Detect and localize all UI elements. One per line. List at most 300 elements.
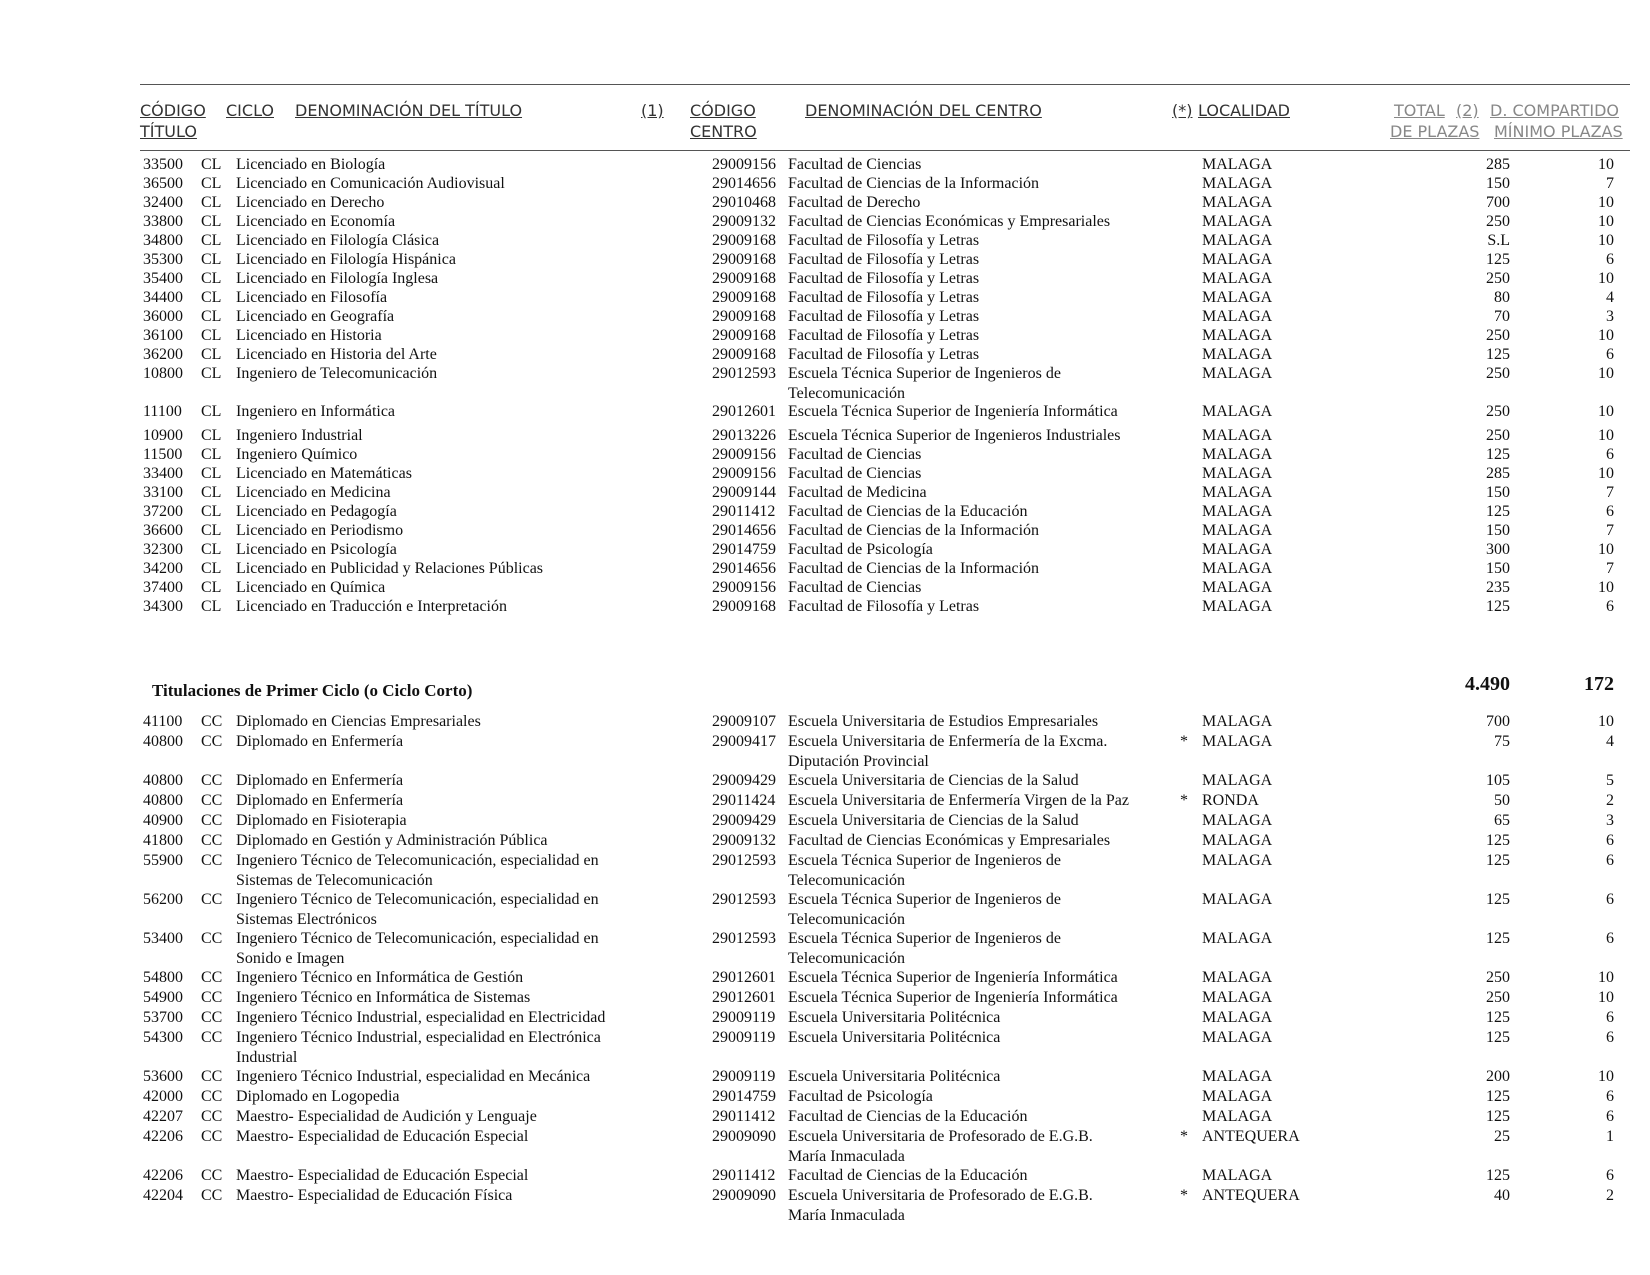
- total-places: 65: [1494, 812, 1510, 829]
- degree-code: 32400: [143, 194, 183, 211]
- center-name: Facultad de Ciencias Económicas y Empresariales: [788, 213, 1111, 230]
- degree-code: 42204: [143, 1187, 183, 1204]
- locality: MALAGA: [1202, 522, 1273, 539]
- degree-title: Licenciado en Química: [236, 579, 386, 596]
- header-total: TOTAL: [1394, 101, 1445, 120]
- cycle: CL: [201, 270, 222, 287]
- degree-title: Licenciado en Psicología: [236, 541, 397, 558]
- center-code: 29012601: [712, 403, 776, 420]
- cycle: CC: [201, 812, 223, 829]
- locality: MALAGA: [1202, 1167, 1273, 1184]
- total-places: 125: [1486, 891, 1510, 908]
- locality: MALAGA: [1202, 832, 1273, 849]
- total-places: 285: [1486, 465, 1510, 482]
- center-code: 29009119: [712, 1068, 776, 1085]
- locality: MALAGA: [1202, 812, 1273, 829]
- locality: MALAGA: [1202, 503, 1273, 520]
- total-places: 125: [1486, 930, 1510, 947]
- degree-title: Licenciado en Traducción e Interpretación: [236, 598, 507, 615]
- total-places: 75: [1494, 733, 1510, 750]
- degree-title: Maestro- Especialidad de Educación Física: [236, 1187, 513, 1204]
- minimum-places: 10: [1598, 465, 1614, 482]
- degree-code: 54300: [143, 1029, 183, 1046]
- minimum-places: 3: [1606, 308, 1614, 325]
- minimum-places: 6: [1606, 503, 1614, 520]
- center-code: 29012601: [712, 969, 776, 986]
- minimum-places: 10: [1598, 541, 1614, 558]
- center-code: 29009168: [712, 346, 776, 363]
- cycle: CL: [201, 541, 222, 558]
- degree-code: 34300: [143, 598, 183, 615]
- center-code: 29011412: [712, 1108, 776, 1125]
- cycle: CL: [201, 175, 222, 192]
- header-codigo-titulo: CÓDIGO: [140, 101, 206, 120]
- center-name-continued: María Inmaculada: [788, 1148, 905, 1165]
- degree-code: 11100: [143, 403, 182, 420]
- center-name: Escuela Técnica Superior de Ingeniería Informática: [788, 403, 1118, 420]
- degree-code: 37200: [143, 503, 183, 520]
- cycle: CC: [201, 1187, 223, 1204]
- locality: MALAGA: [1202, 194, 1273, 211]
- locality: MALAGA: [1202, 156, 1273, 173]
- locality: MALAGA: [1202, 465, 1273, 482]
- degree-title: Diplomado en Enfermería: [236, 733, 404, 750]
- minimum-places: 6: [1606, 1108, 1614, 1125]
- cycle: CL: [201, 156, 222, 173]
- degree-code: 40800: [143, 733, 183, 750]
- locality: MALAGA: [1202, 1009, 1273, 1026]
- total-places: 250: [1486, 270, 1510, 287]
- minimum-places: 2: [1606, 792, 1614, 809]
- center-name: Facultad de Filosofía y Letras: [788, 289, 980, 306]
- center-code: 29009156: [712, 465, 776, 482]
- locality: MALAGA: [1202, 989, 1273, 1006]
- header-asterisk: (*): [1172, 101, 1193, 120]
- cycle: CL: [201, 194, 222, 211]
- total-places: 105: [1486, 772, 1510, 789]
- header-d-compartido: D. COMPARTIDO: [1490, 101, 1619, 120]
- minimum-places: 6: [1606, 1088, 1614, 1105]
- minimum-places: 10: [1598, 213, 1614, 230]
- center-code: 29012593: [712, 930, 776, 947]
- degree-code: 33500: [143, 156, 183, 173]
- center-name: Escuela Universitaria de Enfermería de la Excma.: [788, 733, 1108, 750]
- locality: MALAGA: [1202, 289, 1273, 306]
- center-code: 29009090: [712, 1187, 776, 1204]
- degree-title: Diplomado en Fisioterapia: [236, 812, 407, 829]
- center-name: Escuela Técnica Superior de Ingeniería Informática: [788, 969, 1118, 986]
- cycle: CL: [201, 522, 222, 539]
- degree-code: 54800: [143, 969, 183, 986]
- total-places: 50: [1494, 792, 1510, 809]
- cycle: CC: [201, 989, 223, 1006]
- minimum-places: 6: [1606, 891, 1614, 908]
- cycle: CC: [201, 852, 223, 869]
- total-places: 150: [1486, 560, 1510, 577]
- total-places: 150: [1486, 175, 1510, 192]
- cycle: CC: [201, 891, 223, 908]
- total-places: 125: [1486, 503, 1510, 520]
- locality: MALAGA: [1202, 427, 1273, 444]
- cycle: CL: [201, 427, 222, 444]
- degree-title: Diplomado en Enfermería: [236, 772, 404, 789]
- minimum-places: 6: [1606, 446, 1614, 463]
- cycle: CL: [201, 465, 222, 482]
- locality: MALAGA: [1202, 560, 1273, 577]
- center-name: Facultad de Ciencias: [788, 156, 922, 173]
- center-code: 29009119: [712, 1009, 776, 1026]
- degree-code: 42206: [143, 1128, 183, 1145]
- degree-title: Licenciado en Periodismo: [236, 522, 404, 539]
- total-places: 700: [1486, 194, 1510, 211]
- center-name: Escuela Universitaria Politécnica: [788, 1029, 1001, 1046]
- degree-code: 33100: [143, 484, 183, 501]
- degree-title: Licenciado en Geografía: [236, 308, 395, 325]
- degree-code: 36600: [143, 522, 183, 539]
- degree-code: 36100: [143, 327, 183, 344]
- minimum-places: 10: [1598, 270, 1614, 287]
- center-code: 29014759: [712, 541, 776, 558]
- degree-title: Ingeniero Técnico Industrial, especialidad en Electrónica: [236, 1029, 601, 1046]
- center-name: Facultad de Psicología: [788, 1088, 933, 1105]
- degree-title: Licenciado en Filología Clásica: [236, 232, 440, 249]
- degree-title: Licenciado en Matemáticas: [236, 465, 412, 482]
- center-name: Escuela Universitaria de Enfermería Virgen de la Paz: [788, 792, 1129, 809]
- locality: MALAGA: [1202, 969, 1273, 986]
- total-places: 25: [1494, 1128, 1510, 1145]
- total-places: 125: [1486, 852, 1510, 869]
- center-name: Facultad de Derecho: [788, 194, 921, 211]
- degree-title: Maestro- Especialidad de Educación Especial: [236, 1167, 529, 1184]
- degree-title: Licenciado en Historia del Arte: [236, 346, 437, 363]
- minimum-places: 1: [1606, 1128, 1614, 1145]
- total-places: 125: [1486, 251, 1510, 268]
- degree-code: 37400: [143, 579, 183, 596]
- center-name: Facultad de Ciencias: [788, 579, 922, 596]
- total-places: 250: [1486, 427, 1510, 444]
- cycle: CC: [201, 1068, 223, 1085]
- minimum-places: 6: [1606, 1167, 1614, 1184]
- center-code: 29009156: [712, 579, 776, 596]
- locality: MALAGA: [1202, 1088, 1273, 1105]
- center-name-continued: María Inmaculada: [788, 1207, 905, 1224]
- center-name: Facultad de Ciencias: [788, 465, 922, 482]
- degree-title: Ingeniero Químico: [236, 446, 358, 463]
- degree-code: 40800: [143, 792, 183, 809]
- center-name-continued: Telecomunicación: [788, 872, 906, 889]
- total-places: 125: [1486, 832, 1510, 849]
- degree-code: 36200: [143, 346, 183, 363]
- minimum-places: 10: [1598, 403, 1614, 420]
- degree-code: 42206: [143, 1167, 183, 1184]
- locality: MALAGA: [1202, 346, 1273, 363]
- degree-code: 35300: [143, 251, 183, 268]
- degree-title: Licenciado en Historia: [236, 327, 382, 344]
- center-name: Escuela Técnica Superior de Ingeniería Informática: [788, 989, 1118, 1006]
- cycle: CL: [201, 503, 222, 520]
- minimum-places: 10: [1598, 365, 1614, 382]
- locality: MALAGA: [1202, 270, 1273, 287]
- total-places: 125: [1486, 598, 1510, 615]
- center-code: 29012593: [712, 365, 776, 382]
- header-ciclo: CICLO: [226, 101, 274, 120]
- locality: MALAGA: [1202, 403, 1273, 420]
- center-name: Facultad de Filosofía y Letras: [788, 308, 980, 325]
- degree-title: Ingeniero Técnico de Telecomunicación, especialidad en: [236, 891, 599, 908]
- center-name: Facultad de Filosofía y Letras: [788, 232, 980, 249]
- locality: MALAGA: [1202, 446, 1273, 463]
- asterisk-mark: *: [1180, 792, 1188, 809]
- degree-title: Maestro- Especialidad de Audición y Lenguaje: [236, 1108, 537, 1125]
- center-code: 29012593: [712, 891, 776, 908]
- degree-code: 40800: [143, 772, 183, 789]
- center-name: Escuela Universitaria de Ciencias de la Salud: [788, 772, 1079, 789]
- degree-title-continued: Sistemas Electrónicos: [236, 911, 377, 928]
- minimum-places: 6: [1606, 832, 1614, 849]
- degree-title: Licenciado en Comunicación Audiovisual: [236, 175, 505, 192]
- minimum-places: 4: [1606, 289, 1614, 306]
- center-code: 29014656: [712, 560, 776, 577]
- minimum-places: 5: [1606, 772, 1614, 789]
- minimum-places: 7: [1606, 484, 1614, 501]
- minimum-places: 7: [1606, 560, 1614, 577]
- header-minimo-plazas: MÍNIMO PLAZAS: [1494, 122, 1623, 141]
- total-places: 125: [1486, 1108, 1510, 1125]
- total-places: 40: [1494, 1187, 1510, 1204]
- center-name: Escuela Técnica Superior de Ingenieros Industriales: [788, 427, 1121, 444]
- cycle: CL: [201, 289, 222, 306]
- total-places: 200: [1486, 1068, 1510, 1085]
- degree-title: Licenciado en Pedagogía: [236, 503, 397, 520]
- center-code: 29009168: [712, 327, 776, 344]
- cycle: CC: [201, 792, 223, 809]
- minimum-places: 6: [1606, 346, 1614, 363]
- locality: MALAGA: [1202, 308, 1273, 325]
- cycle: CC: [201, 713, 223, 730]
- degree-code: 34800: [143, 232, 183, 249]
- locality: MALAGA: [1202, 598, 1273, 615]
- locality: MALAGA: [1202, 930, 1273, 947]
- center-name: Facultad de Ciencias de la Educación: [788, 1167, 1028, 1184]
- locality: MALAGA: [1202, 213, 1273, 230]
- degree-code: 53600: [143, 1068, 183, 1085]
- center-code: 29013226: [712, 427, 776, 444]
- cycle: CL: [201, 308, 222, 325]
- minimum-places: 3: [1606, 812, 1614, 829]
- cycle: CL: [201, 446, 222, 463]
- total-places: 125: [1486, 1167, 1510, 1184]
- cycle: CC: [201, 1167, 223, 1184]
- center-code: 29014656: [712, 175, 776, 192]
- center-code: 29009417: [712, 733, 776, 750]
- cycle: CL: [201, 213, 222, 230]
- locality: MALAGA: [1202, 579, 1273, 596]
- center-name: Escuela Universitaria de Estudios Empresariales: [788, 713, 1099, 730]
- locality: MALAGA: [1202, 772, 1273, 789]
- header-denominacion-titulo: DENOMINACIÓN DEL TÍTULO: [295, 101, 523, 120]
- total-places: 250: [1486, 989, 1510, 1006]
- degree-title: Maestro- Especialidad de Educación Especial: [236, 1128, 529, 1145]
- center-name: Facultad de Ciencias Económicas y Empresariales: [788, 832, 1111, 849]
- center-code: 29009156: [712, 156, 776, 173]
- center-code: 29014759: [712, 1088, 776, 1105]
- cycle: CC: [201, 1029, 223, 1046]
- center-name: Facultad de Medicina: [788, 484, 927, 501]
- minimum-places: 4: [1606, 733, 1614, 750]
- minimum-places: 7: [1606, 522, 1614, 539]
- center-code: 29009119: [712, 1029, 776, 1046]
- asterisk-mark: *: [1180, 1128, 1188, 1145]
- locality: MALAGA: [1202, 365, 1273, 382]
- cycle: CC: [201, 772, 223, 789]
- degree-title: Licenciado en Filosofía: [236, 289, 388, 306]
- degree-title: Licenciado en Biología: [236, 156, 386, 173]
- degree-title: Ingeniero Técnico Industrial, especialidad en Mecánica: [236, 1068, 591, 1085]
- header-centro: CENTRO: [690, 122, 757, 141]
- asterisk-mark: *: [1180, 1187, 1188, 1204]
- degree-title: Diplomado en Enfermería: [236, 792, 404, 809]
- center-code: 29009132: [712, 213, 776, 230]
- total-places: 150: [1486, 484, 1510, 501]
- center-name: Escuela Universitaria de Profesorado de E.G.B.: [788, 1128, 1093, 1145]
- center-code: 29011424: [712, 792, 776, 809]
- header-localidad: LOCALIDAD: [1198, 101, 1290, 120]
- header-codigo-centro: CÓDIGO: [690, 101, 756, 120]
- cycle: CC: [201, 733, 223, 750]
- center-code: 29011412: [712, 1167, 776, 1184]
- locality: MALAGA: [1202, 1108, 1273, 1125]
- degree-code: 41800: [143, 832, 183, 849]
- center-code: 29009168: [712, 251, 776, 268]
- center-code: 29009168: [712, 308, 776, 325]
- total-places: 250: [1486, 403, 1510, 420]
- center-name: Facultad de Psicología: [788, 541, 933, 558]
- total-places: 285: [1486, 156, 1510, 173]
- cycle: CL: [201, 365, 222, 382]
- center-name: Escuela Técnica Superior de Ingenieros de: [788, 852, 1061, 869]
- header-denominacion-centro: DENOMINACIÓN DEL CENTRO: [805, 101, 1042, 120]
- cycle: CL: [201, 560, 222, 577]
- locality: ANTEQUERA: [1202, 1187, 1300, 1204]
- center-code: 29009168: [712, 289, 776, 306]
- center-name-continued: Diputación Provincial: [788, 753, 929, 770]
- center-name: Facultad de Filosofía y Letras: [788, 327, 980, 344]
- total-places: 125: [1486, 1029, 1510, 1046]
- minimum-places: 2: [1606, 1187, 1614, 1204]
- center-code: 29009429: [712, 772, 776, 789]
- degree-title: Ingeniero Técnico Industrial, especialidad en Electricidad: [236, 1009, 606, 1026]
- center-code: 29009090: [712, 1128, 776, 1145]
- locality: MALAGA: [1202, 175, 1273, 192]
- minimum-places: 6: [1606, 251, 1614, 268]
- locality: MALAGA: [1202, 1029, 1273, 1046]
- cycle: CC: [201, 1009, 223, 1026]
- locality: MALAGA: [1202, 1068, 1273, 1085]
- locality: MALAGA: [1202, 891, 1273, 908]
- degree-title: Ingeniero Industrial: [236, 427, 363, 444]
- degree-title-continued: Sistemas de Telecomunicación: [236, 872, 433, 889]
- degree-code: 34400: [143, 289, 183, 306]
- degree-code: 34200: [143, 560, 183, 577]
- degree-code: 42000: [143, 1088, 183, 1105]
- cycle: CL: [201, 327, 222, 344]
- cycle: CL: [201, 579, 222, 596]
- degree-code: 54900: [143, 989, 183, 1006]
- center-code: 29012601: [712, 989, 776, 1006]
- center-name: Facultad de Filosofía y Letras: [788, 270, 980, 287]
- center-code: 29009168: [712, 270, 776, 287]
- degree-title: Licenciado en Publicidad y Relaciones Públicas: [236, 560, 544, 577]
- degree-code: 36000: [143, 308, 183, 325]
- center-code: 29009429: [712, 812, 776, 829]
- degree-title: Ingeniero Técnico de Telecomunicación, especialidad en: [236, 852, 599, 869]
- cycle: CL: [201, 484, 222, 501]
- minimum-places: 10: [1598, 427, 1614, 444]
- minimum-places: 10: [1598, 1068, 1614, 1085]
- degree-title: Ingeniero Técnico de Telecomunicación, especialidad en: [236, 930, 599, 947]
- degree-code: 53700: [143, 1009, 183, 1026]
- degree-code: 42207: [143, 1108, 183, 1125]
- minimum-places: 7: [1606, 175, 1614, 192]
- cycle: CL: [201, 403, 222, 420]
- degree-title: Ingeniero en Informática: [236, 403, 396, 420]
- degree-title: Diplomado en Logopedia: [236, 1088, 400, 1105]
- center-code: 29009107: [712, 713, 776, 730]
- locality: MALAGA: [1202, 232, 1273, 249]
- degree-title: Licenciado en Filología Inglesa: [236, 270, 439, 287]
- header-titulo: TÍTULO: [140, 122, 197, 141]
- degree-code: 33800: [143, 213, 183, 230]
- center-name: Facultad de Ciencias de la Información: [788, 175, 1040, 192]
- total-places: 235: [1486, 579, 1510, 596]
- locality: MALAGA: [1202, 713, 1273, 730]
- degree-code: 35400: [143, 270, 183, 287]
- cycle: CL: [201, 346, 222, 363]
- center-code: 29009168: [712, 232, 776, 249]
- asterisk-mark: *: [1180, 733, 1188, 750]
- degree-title: Licenciado en Medicina: [236, 484, 391, 501]
- cycle: CL: [201, 232, 222, 249]
- minimum-places: 6: [1606, 930, 1614, 947]
- degree-title: Ingeniero de Telecomunicación: [236, 365, 438, 382]
- header-de-plazas: DE PLAZAS: [1390, 122, 1480, 141]
- locality: ANTEQUERA: [1202, 1128, 1300, 1145]
- locality: MALAGA: [1202, 541, 1273, 558]
- cycle: CC: [201, 1088, 223, 1105]
- center-code: 29009168: [712, 598, 776, 615]
- center-name: Facultad de Ciencias de la Información: [788, 560, 1040, 577]
- degree-title: Ingeniero Técnico en Informática de Sistemas: [236, 989, 531, 1006]
- degree-title: Diplomado en Ciencias Empresariales: [236, 713, 481, 730]
- center-name: Escuela Universitaria de Ciencias de la Salud: [788, 812, 1079, 829]
- degree-code: 40900: [143, 812, 183, 829]
- degree-title: Licenciado en Derecho: [236, 194, 385, 211]
- cycle: CC: [201, 969, 223, 986]
- total-places: 300: [1486, 541, 1510, 558]
- center-name: Facultad de Ciencias: [788, 446, 922, 463]
- center-name: Escuela Técnica Superior de Ingenieros de: [788, 891, 1061, 908]
- center-name: Escuela Universitaria de Profesorado de E.G.B.: [788, 1187, 1093, 1204]
- total-places: 80: [1494, 289, 1510, 306]
- center-code: 29011412: [712, 503, 776, 520]
- minimum-places: 6: [1606, 1009, 1614, 1026]
- center-code: 29009144: [712, 484, 776, 501]
- cycle: CC: [201, 1108, 223, 1125]
- degree-title: Ingeniero Técnico en Informática de Gestión: [236, 969, 524, 986]
- degree-code: 33400: [143, 465, 183, 482]
- degree-title: Diplomado en Gestión y Administración Pública: [236, 832, 548, 849]
- cycle: CL: [201, 251, 222, 268]
